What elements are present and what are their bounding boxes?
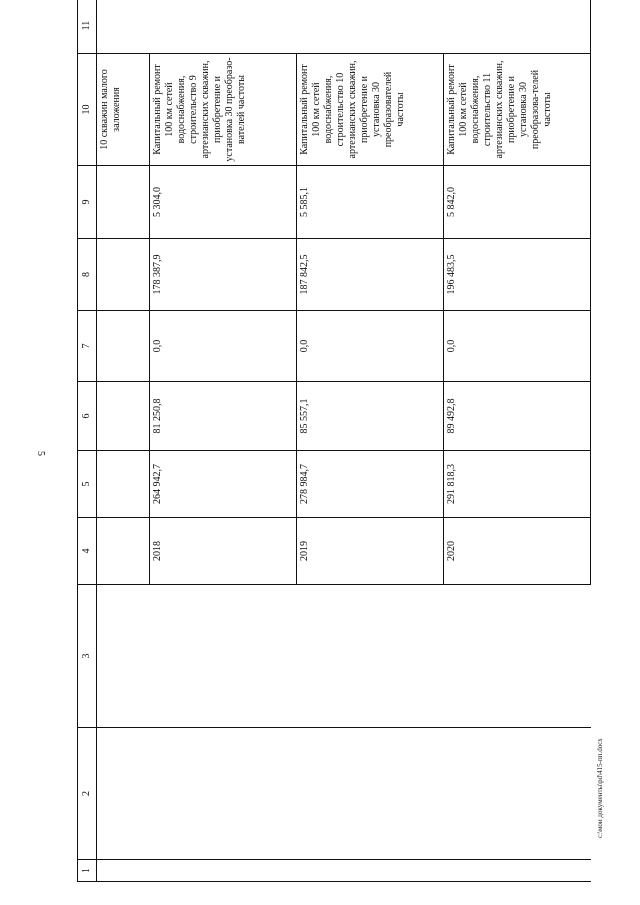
value-cell: 0,0 [444, 311, 591, 382]
header-cell: 8 [78, 239, 97, 311]
header-cell: 7 [78, 311, 97, 382]
table-cell [97, 239, 150, 311]
table-cell [97, 311, 150, 382]
rotated-table-container [77, 20, 587, 882]
year-cell: 2018 [150, 518, 297, 585]
page-number: 5 [35, 451, 46, 456]
value-cell: 81 250,8 [150, 382, 297, 451]
header-cell: 11 [78, 0, 97, 54]
header-cell: 4 [78, 518, 97, 585]
table-cell [97, 382, 150, 451]
table-cell [97, 451, 150, 518]
table-cell [97, 585, 591, 728]
table-cell [97, 728, 591, 860]
value-cell: 0,0 [150, 311, 297, 382]
table-cell: 10 скважин малого заложения [97, 54, 150, 166]
header-cell: 2 [78, 728, 97, 860]
description-cell: Капитальный ремонт 100 км сетей водоснабжения, строительство 9 артезианских скважин, приобретение и установка 30 преобразо-вателей частоты [150, 54, 297, 166]
value-cell: 85 557,1 [297, 382, 444, 451]
header-cell: 10 [78, 54, 97, 166]
value-cell: 264 942,7 [150, 451, 297, 518]
description-cell: Капитальный ремонт 100 км сетей водоснабжения, строительство 11 артезианских скважин, приобретение и установка 30 преобразова-телей частоты [444, 54, 591, 166]
table-cell [97, 860, 591, 882]
value-cell: 0,0 [297, 311, 444, 382]
value-cell: 5 842,0 [444, 166, 591, 239]
header-cell: 1 [78, 860, 97, 882]
header-cell: 5 [78, 451, 97, 518]
value-cell: 5 585,1 [297, 166, 444, 239]
table-cell [97, 518, 150, 585]
value-cell: 196 483,5 [444, 239, 591, 311]
value-cell: 278 984,7 [297, 451, 444, 518]
value-cell: 291 818,3 [444, 451, 591, 518]
value-cell: 89 492,8 [444, 382, 591, 451]
value-cell: 187 842,5 [297, 239, 444, 311]
footer-file-path: c:\мои документы\pd\415-пп.docx [596, 738, 604, 838]
header-row [78, 0, 97, 882]
value-cell: 5 304,0 [150, 166, 297, 239]
header-cell: 9 [78, 166, 97, 239]
description-cell: Капитальный ремонт 100 км сетей водоснабжения, строительство 10 артезианских скважин, приобретение и установка 30 преобразователей частоты [297, 54, 444, 166]
investment-table [77, 0, 591, 882]
year-cell: 2019 [297, 518, 444, 585]
header-cell: 3 [78, 585, 97, 728]
header-cell: 6 [78, 382, 97, 451]
value-cell: 178 387,9 [150, 239, 297, 311]
table-cell [97, 0, 591, 54]
year-cell: 2020 [444, 518, 591, 585]
table-cell [97, 166, 150, 239]
table-row [97, 0, 150, 882]
